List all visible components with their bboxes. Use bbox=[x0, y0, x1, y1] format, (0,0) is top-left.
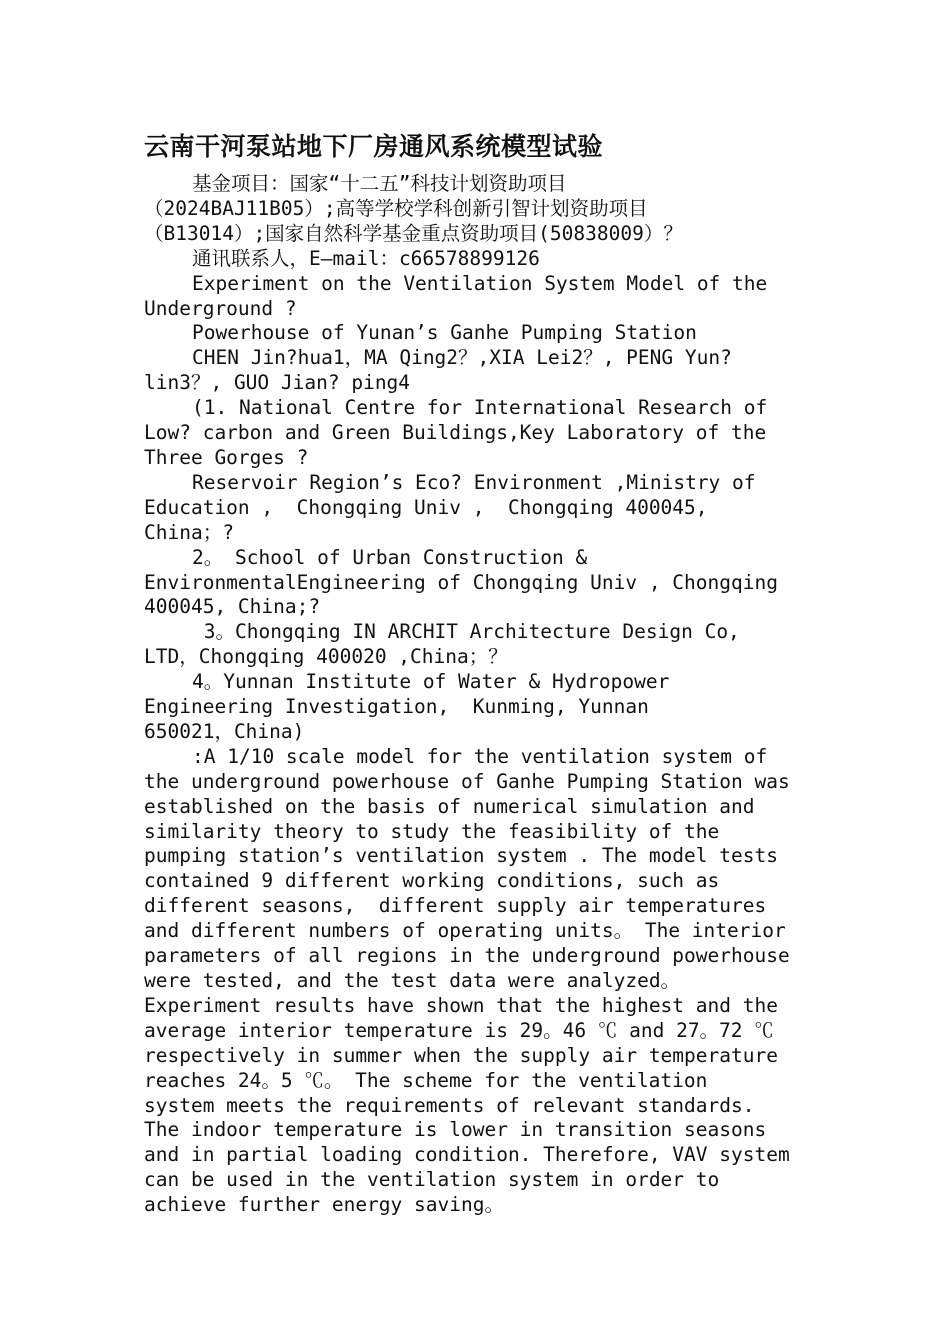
funding-line: （B13014）;国家自然科学基金重点资助项目(50838009）？ bbox=[144, 221, 683, 245]
affiliation-line: Engineering Investigation, Kunming, Yunnan bbox=[144, 695, 649, 719]
abstract-line: established on the basis of numerical simulation and bbox=[144, 794, 755, 818]
abstract-line: parameters of all regions in the underground powerhouse bbox=[144, 944, 790, 968]
abstract-line: reaches 24。5 ℃。 The scheme for the ventilation bbox=[144, 1068, 708, 1092]
abstract-block bbox=[144, 745, 808, 1218]
abstract-line: average interior temperature is 29。46 ℃ and 27。72 ℃ bbox=[144, 1018, 774, 1042]
affiliation-line: Three Gorges ? bbox=[144, 445, 309, 469]
document-page bbox=[144, 130, 808, 1218]
abstract-line: Experiment results have shown that the highest and the bbox=[144, 993, 778, 1017]
author-line: lin3？, GUO Jian? ping4 bbox=[144, 371, 411, 395]
abstract-line: and in partial loading condition. Therefore, VAV system bbox=[144, 1143, 790, 1167]
contact-line: 通讯联系人，E—mail：c66578899126 bbox=[192, 246, 540, 270]
affiliation-line: Reservoir Region’s Eco? Environment ,Ministry of bbox=[192, 470, 756, 494]
affiliations-block bbox=[144, 396, 808, 745]
affiliation-line: (1. National Centre for International Research of bbox=[192, 396, 768, 420]
funding-block bbox=[144, 172, 808, 247]
english-title-block bbox=[144, 272, 808, 347]
english-title-line: Underground ? bbox=[144, 296, 297, 320]
affiliation-line: 3。Chongqing IN ARCHIT Architecture Design Co, bbox=[192, 620, 740, 644]
english-title-line: Experiment on the Ventilation System Model of the bbox=[192, 271, 768, 295]
abstract-line: similarity theory to study the feasibility of the bbox=[144, 819, 720, 843]
abstract-line: the underground powerhouse of Ganhe Pumping Station was bbox=[144, 769, 790, 793]
affiliation-line: 2。 School of Urban Construction & bbox=[192, 545, 588, 569]
affiliation-line: 650021，China) bbox=[144, 719, 305, 743]
abstract-line: pumping station’s ventilation system . The model tests bbox=[144, 844, 778, 868]
funding-line: （2024BAJ11B05）;高等学校学科创新引智计划资助项目 bbox=[144, 196, 648, 220]
abstract-line: :A 1/10 scale model for the ventilation system of bbox=[192, 744, 768, 768]
abstract-line: were tested, and the test data were analyzed。 bbox=[144, 969, 681, 992]
funding-line: 基金项目：国家“十二五”科技计划资助项目 bbox=[192, 172, 567, 195]
affiliation-line: Low? carbon and Green Buildings,Key Laboratory of the bbox=[144, 421, 767, 445]
document-title: 云南干河泵站地下厂房通风系统模型试验 bbox=[144, 132, 604, 161]
abstract-line: different seasons, different supply air temperatures bbox=[144, 894, 767, 918]
abstract-line: achieve further energy saving。 bbox=[144, 1193, 504, 1217]
affiliation-line: 400045, China;? bbox=[144, 595, 321, 619]
authors-block bbox=[144, 346, 808, 396]
english-title-line: Powerhouse of Yunan’s Ganhe Pumping Station bbox=[192, 321, 697, 345]
affiliation-line: China；? bbox=[144, 520, 234, 544]
author-line: CHEN Jin?hua1，MA Qing2？,XIA Lei2？, PENG Yun? bbox=[192, 346, 732, 370]
affiliation-line: EnvironmentalEngineering of Chongqing Univ , Chongqing bbox=[144, 570, 778, 594]
abstract-line: system meets the requirements of relevant standards. bbox=[144, 1093, 755, 1117]
abstract-line: can be used in the ventilation system in order to bbox=[144, 1168, 720, 1192]
abstract-line: The indoor temperature is lower in transition seasons bbox=[144, 1118, 767, 1142]
affiliation-line: Education , Chongqing Univ , Chongqing 400045, bbox=[144, 495, 708, 519]
abstract-line: and different numbers of operating units。 The interior bbox=[144, 919, 786, 943]
affiliation-line: 4。Yunnan Institute of Water & Hydropower bbox=[192, 670, 670, 694]
affiliation-line: LTD，Chongqing 400020 ,China；？ bbox=[144, 645, 508, 669]
abstract-line: respectively in summer when the supply air temperature bbox=[144, 1043, 778, 1067]
abstract-line: contained 9 different working conditions, such as bbox=[144, 869, 720, 893]
